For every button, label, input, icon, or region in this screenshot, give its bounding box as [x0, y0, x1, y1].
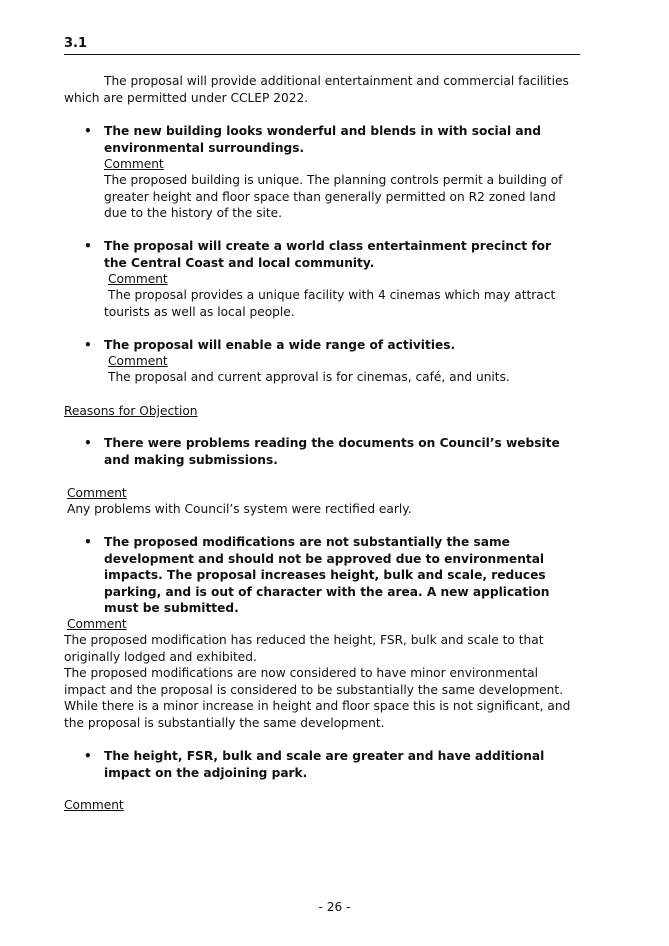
- comment-text: The proposal and current approval is for cinemas, café, and units.: [108, 370, 510, 384]
- comment-text: The proposed building is unique. The planning controls permit a building of greater height and floor space than generally permitted on R2 zoned land due to the history of the site.: [104, 173, 563, 220]
- objection-heading: Reasons for Objection: [64, 404, 198, 418]
- intro-paragraph: The proposal will provide additional entertainment and commercial facilities which are permitted under CCLEP 2022.: [64, 74, 569, 105]
- comment-text: The proposal provides a unique facility with 4 cinemas which may attract tourists as well as local people.: [104, 288, 556, 319]
- comment-label: Comment: [67, 617, 127, 631]
- comment-label: Comment: [108, 272, 168, 286]
- objection-heading-bullet: • The height, FSR, bulk and scale are greater and have additional impact on the adjoining park.: [104, 748, 574, 781]
- comment-label: Comment: [64, 798, 124, 812]
- objection-heading-bullet: • There were problems reading the documents on Council’s website and making submissions.: [104, 435, 574, 468]
- bullet-heading: • The proposal will enable a wide range of activities.: [104, 337, 574, 354]
- comment-text: The proposed modifications are now considered to have minor environmental impact and the proposal is considered to be substantially the same development. While there is a minor increase in height and floor space this is not significant, and the proposal is substantially the same development.: [64, 666, 571, 730]
- bullet-heading: • The new building looks wonderful and blends in with social and environmental surroundings.: [104, 123, 574, 156]
- bullet-heading: • The proposal will create a world class entertainment precinct for the Central Coast and local community.: [104, 238, 574, 271]
- comment-label: Comment: [108, 354, 168, 368]
- comment-label: Comment: [67, 486, 127, 500]
- objection-heading-bullet: • The proposed modifications are not substantially the same development and should not be approved due to environmental impacts. The proposal increases height, bulk and scale, reduces parking, and is out of character with the area. A new application must be submitted.: [104, 534, 574, 617]
- section-number: 3.1: [64, 36, 88, 51]
- comment-text: Any problems with Council’s system were rectified early.: [67, 502, 412, 516]
- page-number: - 26 -: [318, 900, 351, 914]
- comment-text: The proposed modification has reduced the height, FSR, bulk and scale to that originally lodged and exhibited.: [64, 633, 544, 664]
- header-rule: [64, 54, 580, 55]
- comment-label: Comment: [104, 157, 164, 171]
